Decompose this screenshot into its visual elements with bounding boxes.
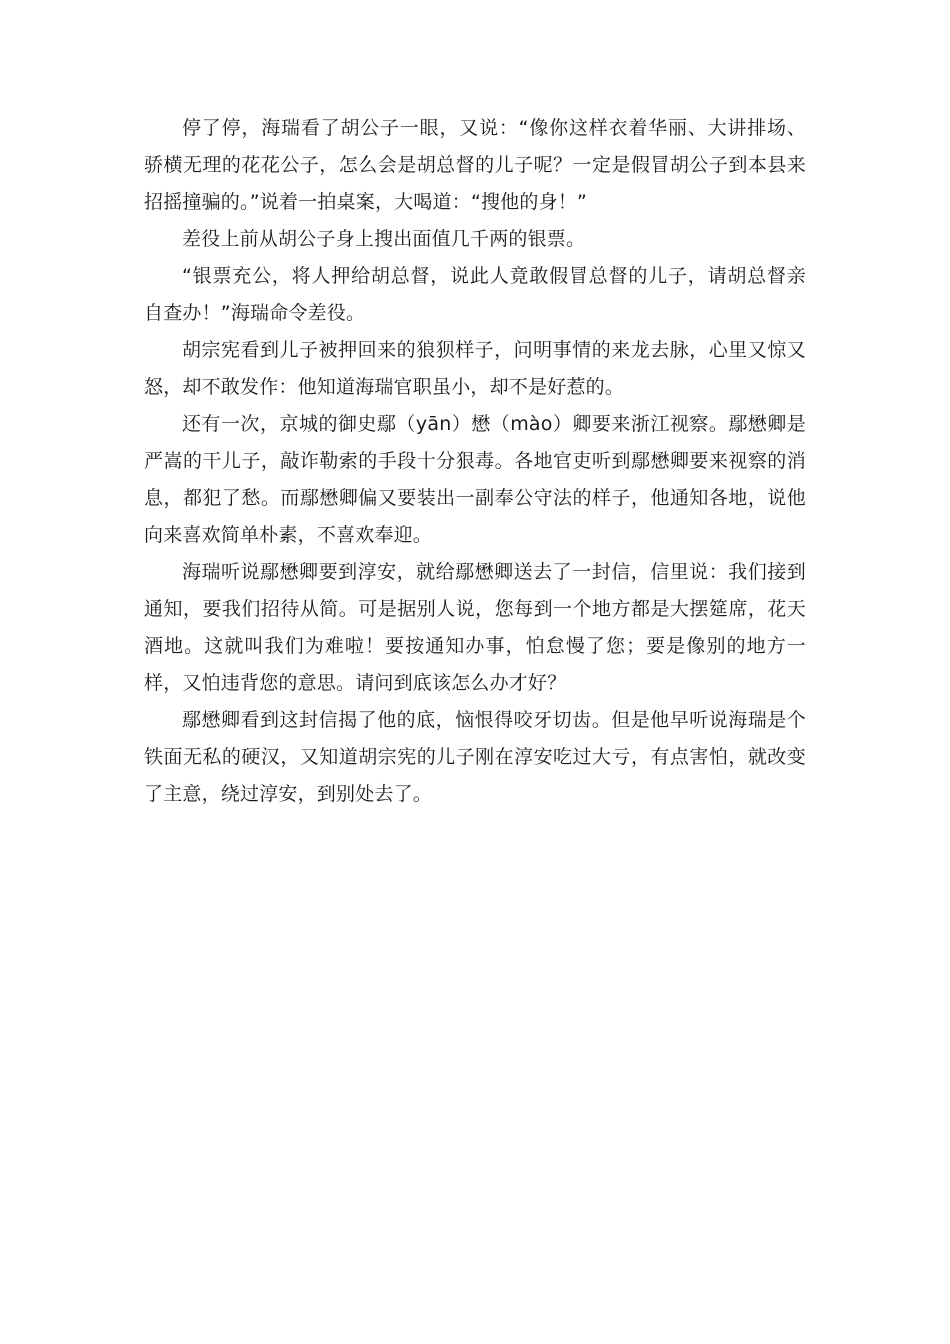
story-text: [144, 110, 806, 813]
paragraph: 差役上前从胡公子身上搜出面值几千两的银票。: [182, 228, 586, 250]
paragraph: 鄢懋卿看到这封信揭了他的底，恼恨得咬牙切齿。但是他早听说海瑞是个铁面无私的硬汉，又知道胡宗宪的儿子刚在淳安吃过大亏，有点害怕，就改变了主意，绕过淳安，到别处去了。: [144, 709, 806, 805]
paragraph: 停了停，海瑞看了胡公子一眼，又说：“像你这样衣着华丽、大讲排场、骄横无理的花花公子，怎么会是胡总督的儿子呢？一定是假冒胡公子到本县来招摇撞骗的。”说着一拍桌案，大喝道：“搜他的身！”: [144, 117, 806, 213]
paragraph: “银票充公，将人押给胡总督，说此人竟敢假冒总督的儿子，请胡总督亲自查办！”海瑞命令差役。: [144, 265, 806, 324]
paragraph: 海瑞听说鄢懋卿要到淳安，就给鄢懋卿送去了一封信，信里说：我们接到通知，要我们招待从简。可是据别人说，您每到一个地方都是大摆筵席，花天酒地。这就叫我们为难啦！要按通知办事，怕怠慢了您；要是像别的地方一样，又怕违背您的意思。请问到底该怎么办才好？: [144, 561, 806, 694]
paragraph: 还有一次，京城的御史鄢（yān）懋（mào）卿要来浙江视察。鄢懋卿是严嵩的干儿子，敲诈勒索的手段十分狠毒。各地官吏听到鄢懋卿要来视察的消息，都犯了愁。而鄢懋卿偏又要装出一副奉公守法的样子，他通知各地，说他向来喜欢简单朴素，不喜欢奉迎。: [144, 413, 806, 546]
paragraph: 胡宗宪看到儿子被押回来的狼狈样子，问明事情的来龙去脉，心里又惊又怒，却不敢发作：他知道海瑞官职虽小，却不是好惹的。: [144, 339, 806, 398]
